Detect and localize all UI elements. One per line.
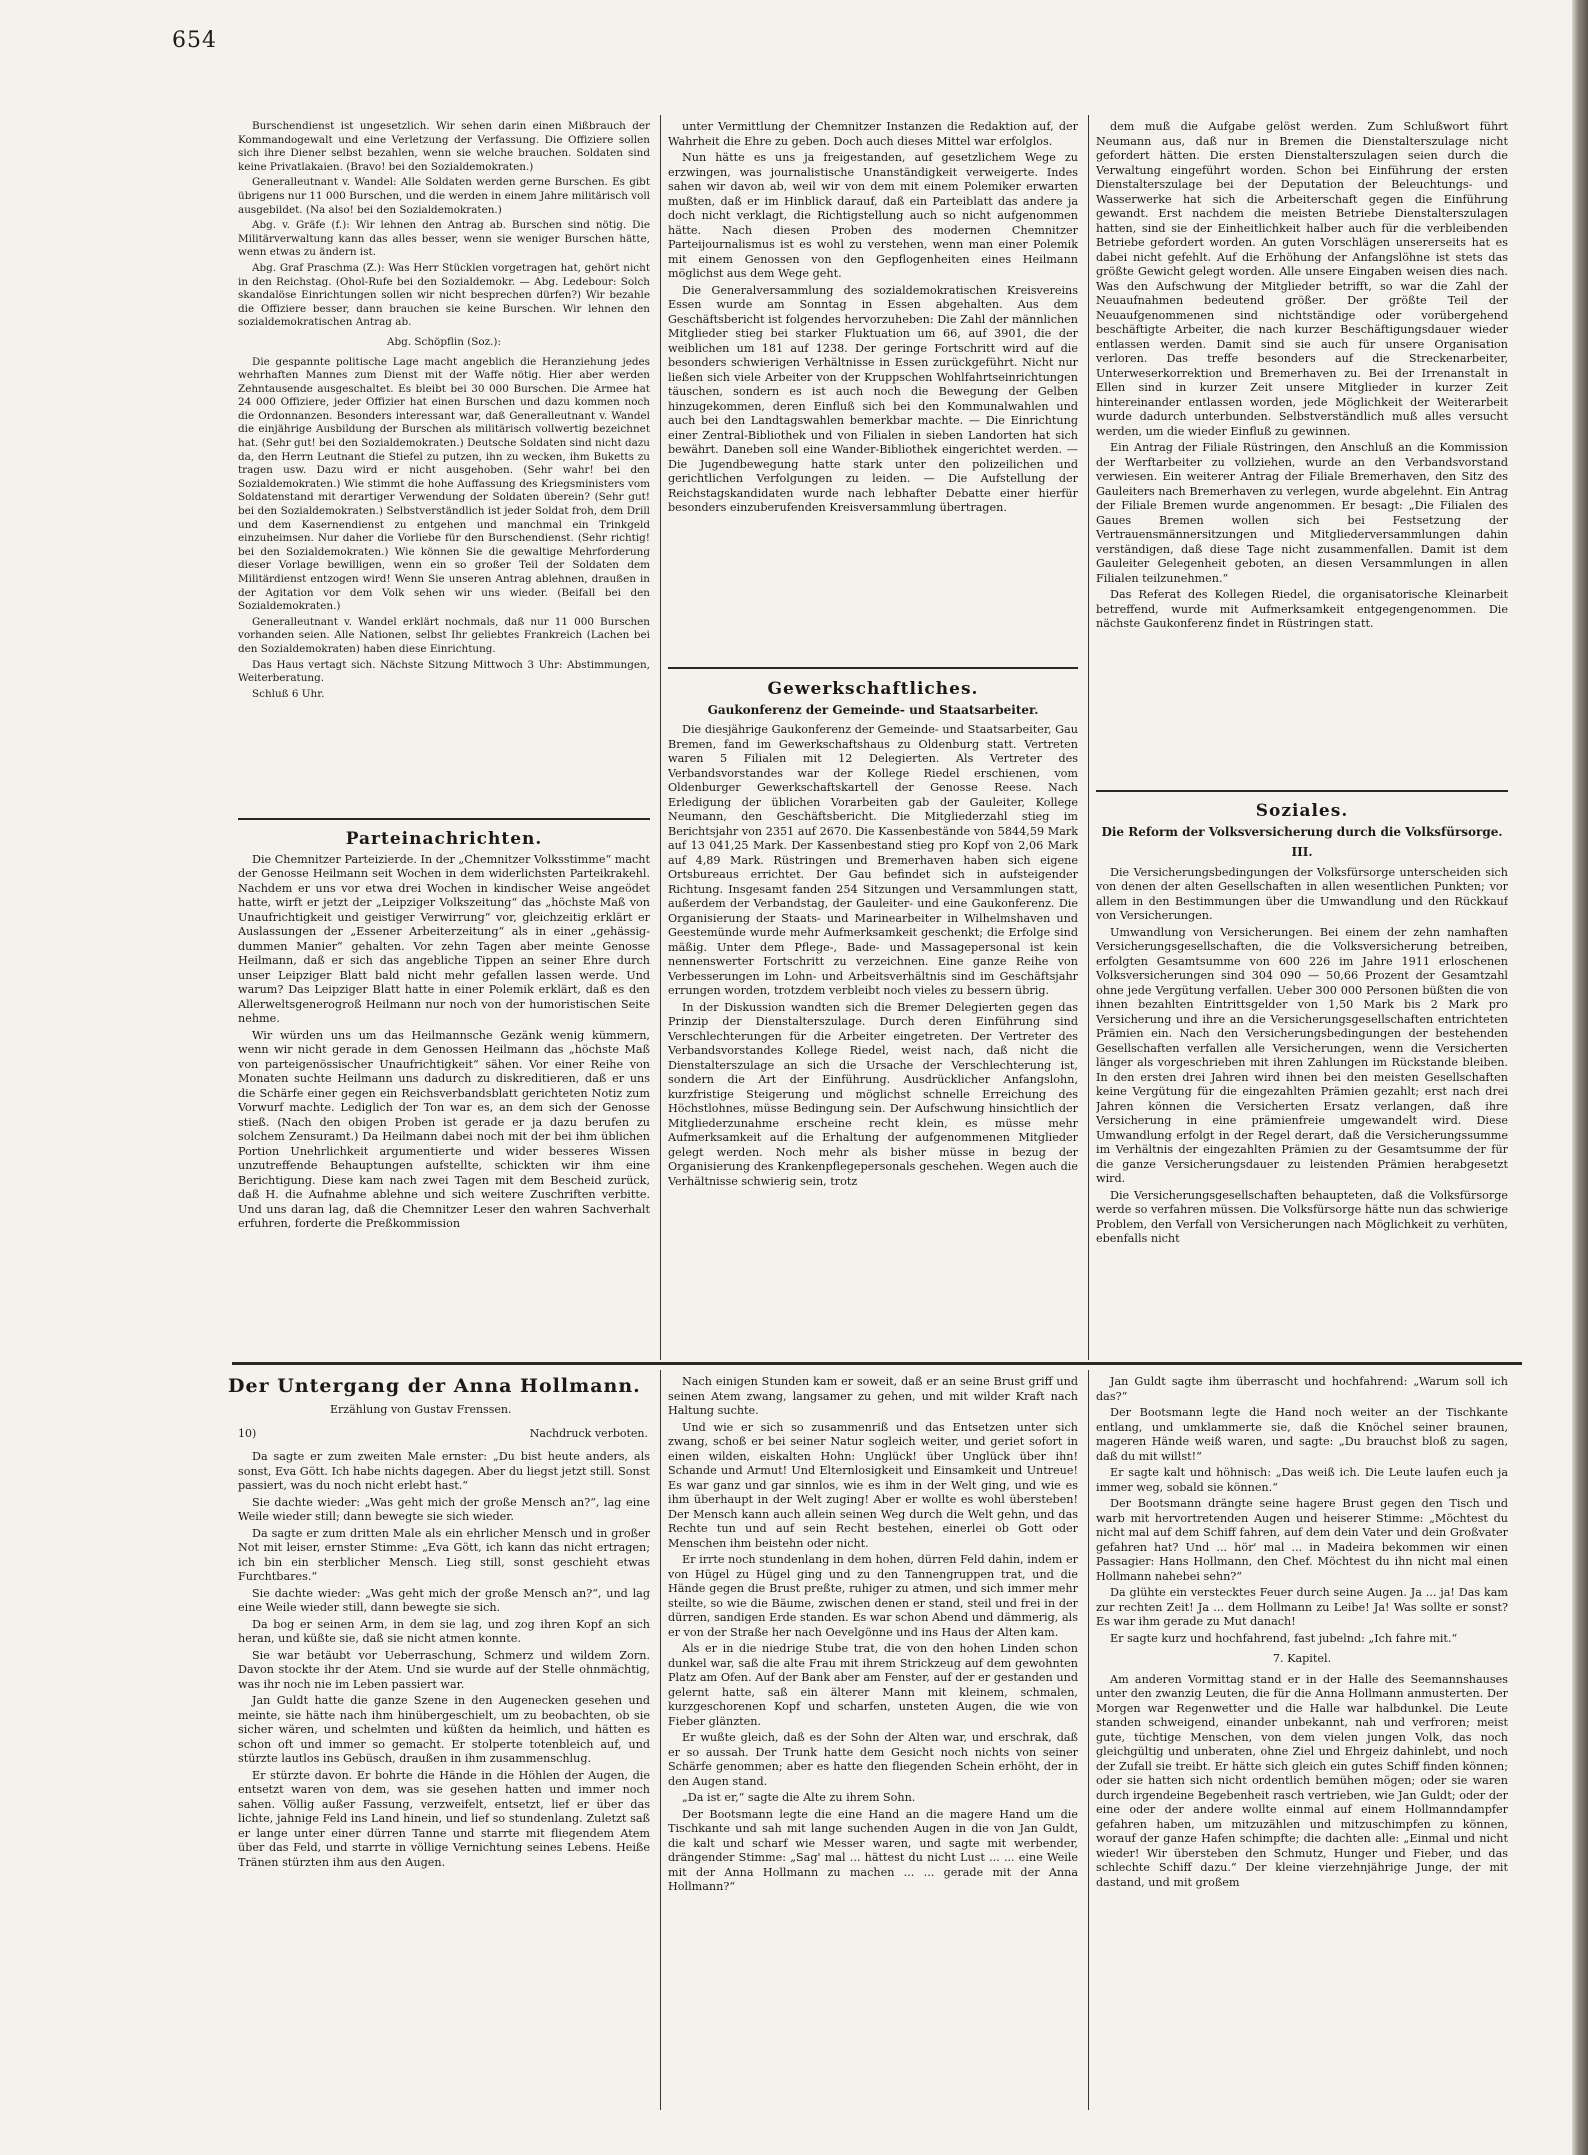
paragraph: Umwandlung von Versicherungen. Bei einem der zehn namhaften Versicherungsgesellschaften, die die Volksversicherung betreiben, erfolgten Gesamtsumme von 600 226 im Jahre 1911 erloschenen Volksversicherungen sind 304 090 — 50,66 Prozent der Gesamtzahl ohne jede Vergütung verfallen. Ueber 300 000 Personen büßten die von ihnen bezahlten Eintrittsgelder von 1,50 Mark bis 2 Mark pro Versicherung und ihre an die Versicherungsgesellschaften entrichteten Prämien ein. Nach den Versicherungsbedingungen der bestehenden Gesellschaften verfallen alle Versicherungen, wenn die Versicherten länger als vorgeschrieben mit ihren Zahlungen im Rückstande bleiben. In den ersten drei Jahren wird ihnen bei den meisten Gesellschaften keine Vergütung für die eingezahlten Prämien gezahlt; erst nach drei Jahren können die Versicherten Ersatz verlangen, daß ihre Versicherung in eine prämienfreie umgewandelt wird. Diese Umwandlung erfolgt in der Regel derart, daß die Versicherungssumme im Verhältnis der eingezahlten Prämien zu der Gesamtsumme der für die ganze Versicherungsdauer zu leistenden Prämien herabgesetzt wird. <box>1096 925 1508 1185</box>
story-meta <box>238 1427 648 1440</box>
paragraph: Schluß 6 Uhr. <box>252 687 325 700</box>
part-number: III. <box>1291 845 1313 859</box>
paragraph: Und wie er sich so zusammenriß und das Entsetzen unter sich zwang, schoß er bei seiner Natur sogleich weiter, und geriet sofort in einen wilden, eiskalten Hohn: Unglück! über Unglück über ihn! Schande und Armut! Und Elternlosigkeit und Einsamkeit und Untreue! Es war ganz und gar sinnlos, wie es ihm in der Welt ging, und wie es ihm überhaupt in der Welt zuging! Aber er wollte es wohl übersteben! Der Mensch kann auch allein seinen Weg durch die Welt gehn, und das Rechte tun und auf sein Recht bestehen, einerlei ob Gott oder Menschen ihm beistehn oder nicht. <box>668 1420 1078 1550</box>
paragraph: Die Chemnitzer Parteizierde. In der „Chemnitzer Volksstimme“ macht der Genosse Heilmann seit Wochen in dem widerlichsten Parteikrakehl. Nachdem er uns vor etwa drei Wochen in kindischer Weise angeödet hatte, wirft er jetzt der „Leipziger Volkszeitung“ das „höchste Maß von Unaufrichtigkeit und geistiger Verwirrung“ vor, gleichzeitig erklärt er Auslassungen der „Essener Arbeiterzeitung“ als in einer „gehässig-dummen Manier“ gehalten. Vor zehn Tagen aber meinte Genosse Heilmann, daß er sich das angebliche Tippen an seiner Ehre durch unser Leipziger Blatt bald nicht mehr gefallen lassen werde. Und warum? Das Leipziger Blatt hatte in einer Polemik erklärt, daß es den Allerweltsgenerogroß Heilmann nur noch von der humoristischen Seite nehme. <box>238 852 650 1025</box>
paragraph: Er stürzte davon. Er bohrte die Hände in die Höhlen der Augen, die entsetzt waren von dem, was sie gesehen hatten und immer noch sahen. Völlig außer Fassung, verzweifelt, entsetzt, lief er über das lichte, jahnige Feld ins Land hinein, und lief so stundenlang. Zuletzt saß er lange unter einer dürren Tanne und starrte mit fliegendem Atem über das Feld, und starrte in völlige Vernichtung seines Lebens. Heiße Tränen stürzten ihm aus den Augen. <box>238 1768 650 1869</box>
column-1 <box>238 120 650 810</box>
paragraph: dem muß die Aufgabe gelöst werden. Zum Schlußwort führt Neumann aus, daß nur in Bremen die Dienstalterszulage nicht gefordert hätten. Die ersten Dienstalterszulagen seien durch die Verwaltung eingeführt worden. Schon bei Einführung der ersten Dienstalterszulage bei der Deputation der Beleuchtungs- und Wasserwerke hat sich die Arbeiterschaft gegen die Einführung gewandt. Erst nachdem die meisten Betriebe Dienstalterszulagen hatten, sind sie der Einheitlichkeit halber auch für die verbleibenden Betriebe gefordert worden. An guten Vorschlägen unsererseits hat es dabei nicht gefehlt. Auf die Erhöhung der Anfangslöhne ist stets das größte Gewicht gelegt worden. Alle unsere Eingaben weisen dies nach. Was den Aufschwung der Mitglieder betrifft, so war die Zahl der Neuaufnahmen bedeutend größer. Der größte Teil der Neuaufgenommenen sind nichtständige oder vorübergehend beschäftigte Arbeiter, die nach kurzer Beschäftigungsdauer wieder entlassen werden. Damit sind sie auch für unsere Organisation verloren. Das treffe besonders auf die Streckenarbeiter, Unterweserkorrektion und Bremerhaven zu. Bei der Irrenanstalt in Ellen sind in kurzer Zeit unsere Mitglieder in kurzer Zeit hintereinander entlassen worden, jede Möglichkeit der Weiterarbeit wurde dadurch unterbunden. Selbstverständlich muß alles versucht werden, um die wieder Einfluß zu gewinnen. <box>1096 120 1508 438</box>
paragraph: Abg. v. Gräfe (f.): Wir lehnen den Antrag ab. Burschen sind nötig. Die Militärverwaltung kann das alles besser, wenn sie weniger Burschen hätte, wenn etwas zu ändern ist. <box>238 219 650 259</box>
paragraph: Am anderen Vormittag stand er in der Halle des Seemannshauses unter den zwanzig Leuten, die für die Anna Hollmann anmusterten. Der Morgen war Regenwetter und die Halle war halbdunkel. Die Leute standen schweigend, einander unbekannt, nah und verfroren; meist gute, tüchtige Menschen, von dem vielen jungen Volk, das noch gleichgültig und unberaten, ohne Ziel und Ehrgeiz dahinlebt, und noch der Zufall sie treibt. Er hätte sich gleich ein gutes Schiff finden können; oder sie hatten sich nicht ordentlich bemühen mögen; oder sie waren durch irgendeine Begebenheit rasch vertrieben, wie Jan Guldt; oder der eine oder der andere wollte einmal auf einem Hollmanndampfer gefahren haben, um mitzuzählen und mitzuschimpfen zu können, worauf der ganze Hafen schimpfte; die dachten alle: „Einmal und nicht wieder! Wir übersteben den Schmutz, Hunger und Fieber, und das schlechte Schiff dazu.“ Der kleine vierzehnjährige Junge, der mit dastand, und mit großem <box>1096 1672 1508 1889</box>
story-column-1 <box>238 1450 650 2105</box>
page-number: 654 <box>172 28 217 53</box>
reprint-notice: Nachdruck verboten. <box>529 1427 648 1440</box>
paragraph: Jan Guldt sagte ihm überrascht und hochfahrend: „Warum soll ich das?“ <box>1096 1375 1508 1403</box>
paragraph: In der Diskussion wandten sich die Bremer Delegierten gegen das Prinzip der Dienstalterszulage. Durch deren Einführung sind Verschlechterungen für die Arbeiter eingetreten. Der Vertreter des Verbandsvorstandes Kollege Riedel, weist nach, daß nicht die Dienstalterszulage an sich die Ursache der Verschlechterung ist, sondern die Art der Einführung. Ausdrücklicher Anfangslohn, kurzfristige Steigerung und möglichst schnelle Erreichung des Höchstlohnes, müsse Bedingung sein. Der Aufschwung hinsichtlich der Mitgliederzunahme erscheine recht klein, es müsse mehr Aufmerksamkeit auf die Erhaltung der aufgenommenen Mitglieder gelegt werden. Noch mehr als bisher müsse in bezug der Organisierung des Krankenpflegepersonals geschehen. Wegen auch die Verhältnisse schwierig sein, trotz <box>668 1000 1078 1188</box>
column-3-social <box>1096 798 1508 1356</box>
paragraph: Er sagte kalt und höhnisch: „Das weiß ich. Die Leute laufen euch ja immer weg, sobald sie können.“ <box>1096 1466 1508 1494</box>
paragraph: Die Generalversammlung des sozialdemokratischen Kreisvereins Essen wurde am Sonntag in Essen abgehalten. Aus dem Geschäftsbericht ist folgendes hervorzuheben: Die Zahl der männlichen Mitglieder stieg bei starker Fluktuation um 66, auf 3901, die der weiblichen um 181 auf 1238. Der geringe Fortschritt wird auf die besonders schwierigen Verhältnisse in Essen zurückgeführt. Nicht nur ließen sich viele Arbeiter von der Kruppschen Wohlfahrtseinrichtungen täuschen, sondern es ist auch noch die Bewegung der Gelben hinzugekommen, deren Einfluß sich bei den Kommunalwahlen und auch bei den Landtagswahlen bemerkbar machte. — Die Einrichtung einer Zentral-Bibliothek und von Filialen in sieben Landorten hat sich bewährt. Daneben soll eine Wander-Bibliothek eingerichtet werden. — Die Jugendbewegung hatte stark unter den polizeilichen und gerichtlichen Verfolgungen zu leiden. — Die Aufstellung der Reichstagskandidaten wurde nach lebhafter Debatte einer hierfür besonders einzuberufenden Kreisversammlung übertragen. <box>668 283 1078 514</box>
chapter-heading: 7. Kapitel. <box>1272 1652 1332 1665</box>
section-heading: Gewerkschaftliches. <box>767 679 979 699</box>
paragraph: unter Vermittlung der Chemnitzer Instanzen die Redaktion auf, der Wahrheit die Ehre zu geben. Doch auch dieses Mittel war erfolglos. <box>668 120 1078 148</box>
paragraph: Sie war betäubt vor Ueberraschung, Schmerz und wildem Zorn. Davon stockte ihr der Atem. Und sie wurde auf der Stelle ohnmächtig, was ihr noch nie im Leben passiert war. <box>238 1648 650 1691</box>
paragraph: Da sagte er zum dritten Male als ein ehrlicher Mensch und in großer Not mit leiser, ernster Stimme: „Eva Gött, ich kann das nicht ertragen; ich bin ein sterblicher Mensch. Lieg still, sonst geschieht etwas Furchtbares.“ <box>238 1526 650 1583</box>
story-title: Der Untergang der Anna Hollmann. <box>228 1375 641 1397</box>
paragraph: Da bog er seinen Arm, in dem sie lag, und zog ihren Kopf an sich heran, und küßte sie, daß sie nicht atmen konnte. <box>238 1617 650 1645</box>
feuilleton-rule <box>232 1362 1522 1365</box>
column-3 <box>1096 120 1508 780</box>
paragraph: Jan Guldt hatte die ganze Szene in den Augenecken gesehen und meinte, sie hätte nach ihm hinübergeschielt, um zu beobachten, ob sie sicher wären, und schelmten und küßten da heimlich, und hätten es schon oft und immer so gemacht. Er stolperte totenbleich auf, und stürzte lautlos ins Gebüsch, draußen in ihm zusammenschlug. <box>238 1694 650 1765</box>
paragraph: Die Versicherungsgesellschaften behaupteten, daß die Volksfürsorge werde so verfahren müssen. Die Volksfürsorge hätte nun das schwierige Problem, den Verfall von Versicherungen nach Möglichkeit zu verhüten, ebenfalls nicht <box>1096 1188 1508 1245</box>
paragraph: Die gespannte politische Lage macht angeblich die Heranziehung jedes wehrhaften Mannes zum Dienst mit der Waffe nötig. Hier aber werden Zehntausende ausgeschaltet. Es bleibt bei 30 000 Burschen. Die Armee hat 24 000 Offiziere, jeder Offizier hat einen Burschen und dazu kommen noch die Ordonnanzen. Besonders interessant war, daß Generalleutnant v. Wandel die einjährige Ausbildung der Burschen als militärisch vollwertig bezeichnet hat. (Sehr gut! bei den Sozialdemokraten.) Deutsche Soldaten sind nicht dazu da, den Herrn Leutnant die Stiefel zu putzen, ihn zu wecken, ihm Buketts zu tragen usw. Dazu wird er nicht ausgehoben. (Sehr wahr! bei den Sozialdemokraten.) Wie stimmt die hohe Auffassung des Kriegsministers vom Soldatenstand mit derartiger Verwendung der Soldaten überein? (Sehr gut! bei den Sozialdemokraten.) Selbstverständlich ist jeder Soldat froh, dem Drill und dem Kasernendienst zu entgehen und manchmal ein Trinkgeld einzuheimsen. Nur daher die Vorliebe für den Burschendienst. (Sehr richtig! bei den Sozialdemokraten.) Wie können Sie die gewaltige Mehrforderung dieser Vorlage bewilligen, wenn ein so großer Teil der Soldaten dem Militärdienst entzogen wird! Wenn Sie unseren Antrag ablehnen, draußen in der Agitation vor dem Volk sehen wir uns wieder. (Beifall bei den Sozialdemokraten.) <box>238 355 650 613</box>
paragraph: Als er in die niedrige Stube trat, die von den hohen Linden schon dunkel war, saß die alte Frau mit ihrem Strickzeug auf dem gewohnten Platz am Ofen. Auf der Bank aber am Fenster, auf der er gestanden und gelernt hatte, saß ein älterer Mann mit kleinem, schmalen, kurzgeschorenen Kopf und scharfen, unsteten Augen, die wie von Fieber glänzten. <box>668 1642 1078 1728</box>
section-subheading: Die Reform der Volksversicherung durch die Volksfürsorge. <box>1101 824 1503 839</box>
paragraph: Die Versicherungsbedingungen der Volksfürsorge unterscheiden sich von denen der alten Gesellschaften in allen wesentlichen Punkten; vor allem in den Bestimmungen über die Umwandlung und den Rückkauf von Versicherungen. <box>1096 865 1508 922</box>
paragraph: Er sagte kurz und hochfahrend, fast jubelnd: „Ich fahre mit.“ <box>1110 1631 1458 1645</box>
section-divider <box>1096 790 1508 792</box>
column-1-party-news <box>238 826 650 1356</box>
section-divider <box>668 667 1078 669</box>
paragraph: Der Bootsmann legte die Hand noch weiter an der Tischkante entlang, und umklammerte sie, daß die Knöchel seiner braunen, mageren Hände weiß waren, und sagte: „Du brauchst bloß zu sagen, daß du mit willst!“ <box>1096 1406 1508 1463</box>
paragraph: „Da ist er,“ sagte die Alte zu ihrem Sohn. <box>682 1791 916 1804</box>
column-rule <box>660 115 661 1360</box>
paragraph: Burschendienst ist ungesetzlich. Wir sehen darin einen Mißbrauch der Kommandogewalt und eine Verletzung der Verfassung. Die Offiziere sollen sich ihre Diener selbst bezahlen, wenn sie welche brauchen. Soldaten sind keine Privatlakaien. (Bravo! bei den Sozialdemokraten.) <box>238 120 650 173</box>
paragraph: Sie dachte wieder: „Was geht mich der große Mensch an?“, lag eine Weile wieder still; dann bewegte sie sich wieder. <box>238 1495 650 1523</box>
paragraph: Er irrte noch stundenlang in dem hohen, dürren Feld dahin, indem er von Hügel zu Hügel ging und zu den Tannengruppen trat, und die Hände gegen die Brust preßte, ruhiger zu atmen, und sich immer mehr steilte, so wie die Bäume, zwischen denen er stand, steil und frei in der dürren, sandigen Erde standen. Es war schon Abend und dämmerig, als er von der Straße her nach Oevelgönne und ins Haus der Alten kam. <box>668 1553 1078 1639</box>
section-divider <box>238 818 650 820</box>
paragraph: Nach einigen Stunden kam er soweit, daß er an seine Brust griff und seinen Atem zwang, langsamer zu gehen, und mit wilder Kraft nach Haltung suchte. <box>668 1375 1078 1417</box>
story-column-2 <box>668 1375 1078 2105</box>
section-subheading: Gaukonferenz der Gemeinde- und Staatsarbeiter. <box>707 702 1039 717</box>
section-heading: Parteinachrichten. <box>345 829 543 849</box>
paragraph: Die diesjährige Gaukonferenz der Gemeinde- und Staatsarbeiter, Gau Bremen, fand im Gewerkschaftshaus zu Oldenburg statt. Vertreten waren 5 Filialen mit 12 Delegierten. Als Vertreter des Verbandsvorstandes war der Kollege Riedel erschienen, vom Oldenburger Gewerkschaftskartell der Genosse Reese. Nach Erledigung der üblichen Vorarbeiten gab der Gauleiter, Kollege Neumann, den Geschäftsbericht. Die Mitgliederzahl stieg im Berichtsjahr von 2351 auf 2670. Die Kassenbestände von 5844,59 Mark auf 13 041,25 Mark. Der Kassenbestand stieg pro Kopf von 2,06 Mark auf 4,89 Mark. Rüstringen und Bremerhaven haben sich eigene Ortsbureaus errichtet. Der Gau befindet sich in aufsteigender Richtung. Insgesamt fanden 254 Sitzungen und Versammlungen statt, außerdem der Verbandstag, der Gauleiter- und eine Gaukonferenz. Die Organisierung der Staats- und Marinearbeiter in Wilhelmshaven und Geestemünde wurde mehr Aufmerksamkeit geschenkt; die Erfolge sind mäßig. Unter dem Pflege-, Bade- und Massagepersonal ist kein nennenswerter Fortschritt zu verzeichnen. Eine ganze Reihe von Verbesserungen im Lohn- und Arbeitsverhältnis sind im Geschäftsjahr errungen worden, trotzdem verbleibt noch vieles zu bessern übrig. <box>668 723 1078 997</box>
column-rule <box>1088 115 1089 1360</box>
paragraph: Da glühte ein verstecktes Feuer durch seine Augen. Ja ... ja! Das kam zur rechten Zeit! Ja ... dem Hollmann zu Leibe! Ja! Was sollte er sonst? Es war ihm gerade zu Mut danach! <box>1096 1586 1508 1628</box>
story-author: Erzählung von Gustav Frenssen. <box>330 1403 512 1416</box>
paragraph: Generalleutnant v. Wandel erklärt nochmals, daß nur 11 000 Burschen vorhanden seien. Alle Nationen, selbst Ihr geliebtes Frankreich (Lachen bei den Sozialdemokraten) haben diese Einrichtung. <box>238 615 650 655</box>
column-rule <box>1088 1370 1089 2110</box>
paragraph: Das Haus vertagt sich. Nächste Sitzung Mittwoch 3 Uhr: Abstimmungen, Weiterberatung. <box>238 658 650 685</box>
speaker-line: Abg. Schöpflin (Soz.): <box>387 335 501 348</box>
section-heading: Soziales. <box>1255 801 1349 821</box>
paragraph: Das Referat des Kollegen Riedel, die organisatorische Kleinarbeit betreffend, wurde mit Aufmerksamkeit entgegengenommen. Die nächste Gaukonferenz findet in Rüstringen statt. <box>1096 588 1508 630</box>
paragraph: Der Bootsmann drängte seine hagere Brust gegen den Tisch und warb mit hervortretenden Augen und heiserer Stimme: „Möchtest du nicht mal auf dem Schiff fahren, auf dem dein Vater und dein Großvater gefahren hat? Und ... hör' mal ... in Madeira bekommen wir einen Passagier: Hans Hollmann, den Chef. Möchtest du ihn nicht mal einen Hollmann nahebei sehn?“ <box>1096 1497 1508 1583</box>
column-2-unions <box>668 676 1078 1356</box>
column-2 <box>668 120 1078 660</box>
paragraph: Abg. Graf Praschma (Z.): Was Herr Stücklen vorgetragen hat, gehört nicht in den Reichstag. (Ohol-Rufe bei den Sozialdemokr. — Abg. Ledebour: Solch skandalöse Einrichtungen sollen wir nicht besprechen dürfen?) Wir bezahle die Offiziere besser, dann brauchen sie keine Burschen. Wir lehnen den sozialdemokratischen Antrag ab. <box>238 261 650 329</box>
book-binding <box>1572 0 1588 2155</box>
story-column-3 <box>1096 1375 1508 2105</box>
paragraph: Sie dachte wieder: „Was geht mich der große Mensch an?“, und lag eine Weile wieder still, dann bewegte sie sich. <box>238 1586 650 1614</box>
paragraph: Ein Antrag der Filiale Rüstringen, den Anschluß an die Kommission der Werftarbeiter zu vollziehen, wurde an den Verbandsvorstand verwiesen. Ein weiterer Antrag der Filiale Bremerhaven, den Sitz des Gauleiters nach Bremerhaven zu verlegen, wurde abgelehnt. Ein Antrag der Filiale Bremen wurde angenommen. Er besagt: „Die Filialen des Gaues Bremen wollen sich bei Festsetzung der Vertrauensmännersitzungen und Mitgliederversammlungen dahin verständigen, daß diese Tage nicht zusammenfallen. Damit ist dem Gauleiter Gelegenheit geboten, an diesen Versammlungen in allen Filialen teilzunehmen.“ <box>1096 441 1508 585</box>
paragraph: Generalleutnant v. Wandel: Alle Soldaten werden gerne Burschen. Es gibt übrigens nur 11 000 Burschen, und die werden in einem Jahre militärisch voll ausgebildet. (Na also! bei den Sozialdemokraten.) <box>238 176 650 216</box>
paragraph: Da sagte er zum zweiten Male ernster: „Du bist heute anders, als sonst, Eva Gött. Ich habe nichts dagegen. Aber du liegst jetzt still. Sonst passiert, was du noch nicht erlebt hast.“ <box>238 1450 650 1492</box>
column-rule <box>660 1370 661 2110</box>
paragraph: Nun hätte es uns ja freigestanden, auf gesetzlichem Wege zu erzwingen, was journalistische Unanständigkeit verweigerte. Indes sahen wir davon ab, weil wir von dem mit einem Polemiker erwarten mußten, daß er im Hinblick darauf, daß ein Parteiblatt das andere ja doch nicht verklagt, die Richtigstellung auch so nicht aufgenommen hätte. Nach diesen Proben des modernen Chemnitzer Parteijournalismus ist es wohl zu verstehen, wenn man einer Polemik mit einem Genossen von den Gepflogenheiten eines Heilmann möglichst aus dem Wege geht. <box>668 151 1078 280</box>
installment-number: 10) <box>238 1427 257 1440</box>
paragraph: Der Bootsmann legte die eine Hand an die magere Hand um die Tischkante und sah mit lange suchenden Augen in die von Jan Guldt, die kalt und scharf wie Messer waren, und sagte mit werbender, drängender Stimme: „Sag' mal ... hättest du nicht Lust ... ... eine Weile mit der Anna Hollmann zu machen ... ... gerade mit der Anna Hollmann?“ <box>668 1807 1078 1893</box>
paragraph: Wir würden uns um das Heilmannsche Gezänk wenig kümmern, wenn wir nicht gerade in dem Genossen Heilmann das „höchste Maß von parteigenössischer Unaufrichtigkeit“ sähen. Vor einer Reihe von Monaten suchte Heilmann uns dadurch zu diskreditieren, daß er uns die Schärfe einer gegen ein Reichsverbandsblatt gerichteten Notiz zum Vorwurf machte. Lediglich der Ton war es, an dem sich der Genosse stieß. (Nach den obigen Proben ist gerade er ja dazu berufen zu solchem Zensuramt.) Da Heilmann dabei noch mit der bei ihm üblichen Portion Unehrlichkeit argumentierte und wider besseres Wissen unzutreffende Behauptungen aufstellte, schickten wir ihm eine Berichtigung. Diese kam nach zwei Tagen mit dem Bescheid zurück, daß H. die Aufnahme ablehne und sich weitere Zuschriften verbitte. Und uns daran lag, daß die Chemnitzer Leser den wahren Sachverhalt erfuhren, forderte die Preßkommission <box>238 1028 650 1230</box>
paragraph: Er wußte gleich, daß es der Sohn der Alten war, und erschrak, daß er so aussah. Der Trunk hatte dem Gesicht noch nichts von seiner Schärfe genommen; aber es hatte den fliegenden Schein erhöht, der in den Augen stand. <box>668 1731 1078 1788</box>
